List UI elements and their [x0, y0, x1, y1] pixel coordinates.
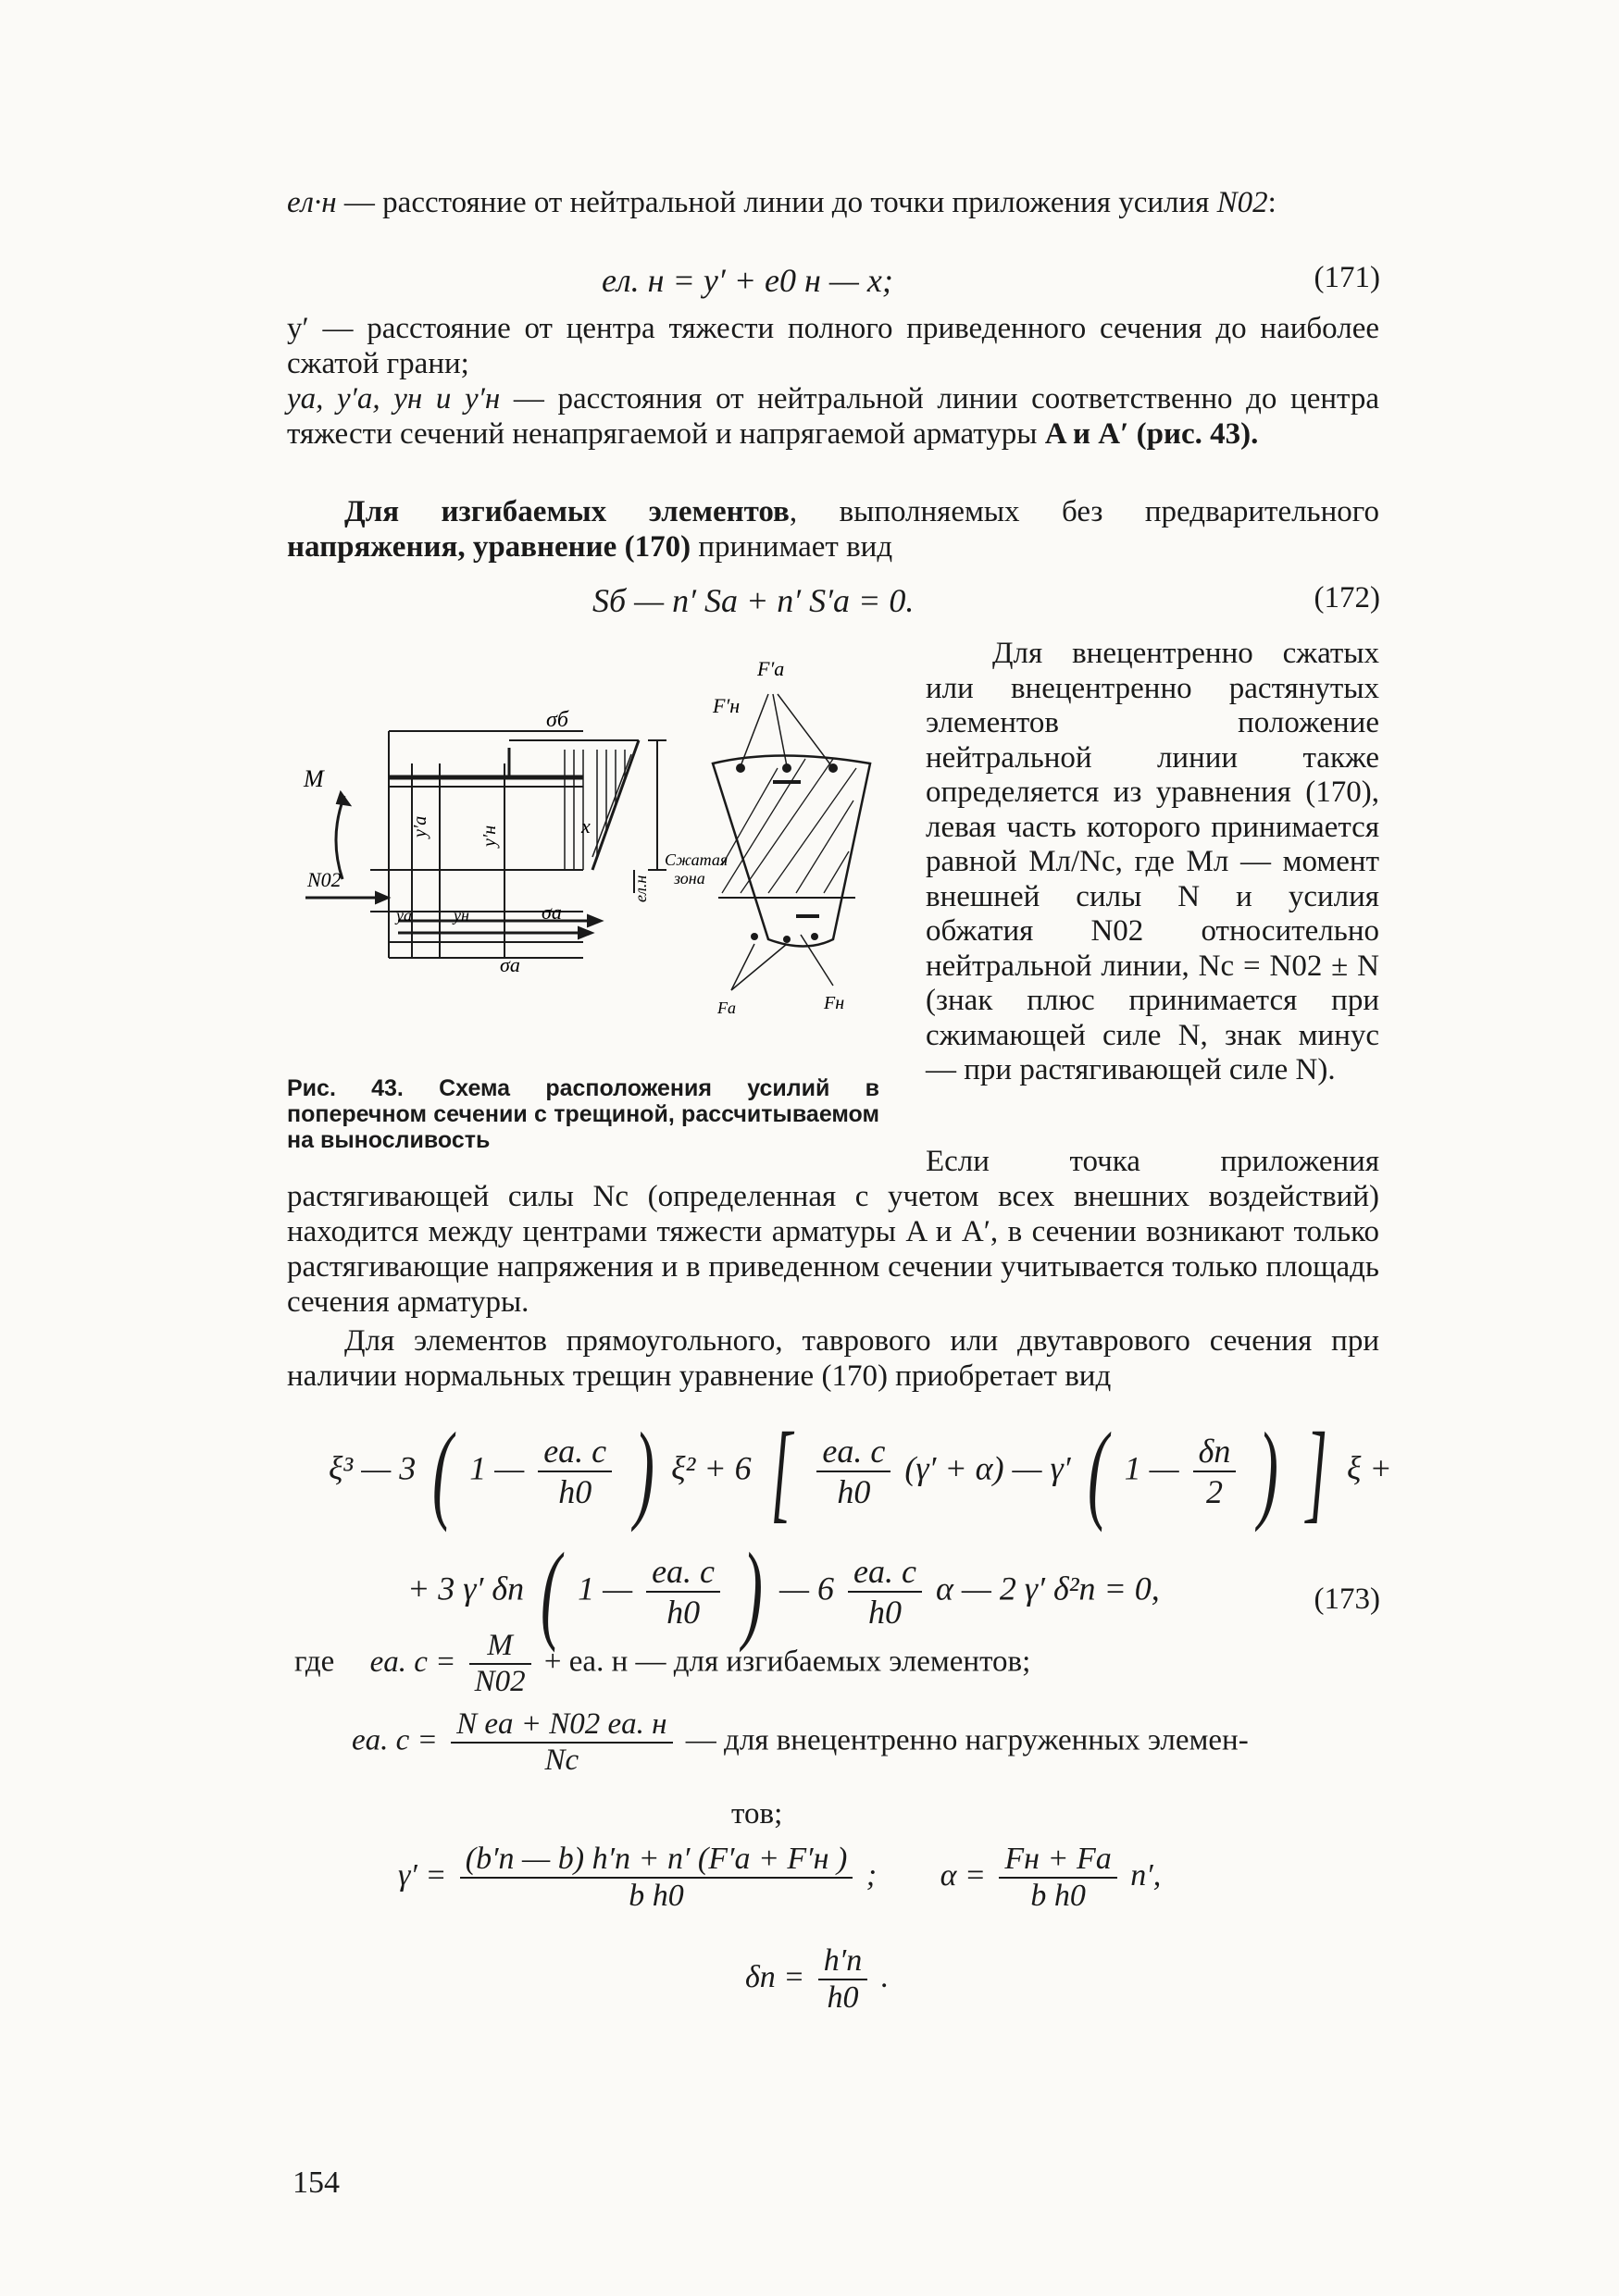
- el-n-colon: :: [1267, 186, 1277, 219]
- ya-bold: A и A′ (рис. 43).: [1044, 417, 1259, 451]
- eq171-lhs: eл. н: [602, 262, 665, 299]
- label-M: M: [304, 765, 324, 792]
- label-Fa-prime: F′a: [757, 657, 785, 680]
- eq173-l1-frac3-d: 2: [1205, 1473, 1223, 1510]
- label-Fa: Fа: [717, 999, 736, 1017]
- label-ya-prime: y′a: [410, 815, 430, 838]
- eq173-l1-frac2-n: eа. с: [816, 1432, 890, 1472]
- def-yprime: y′ — расстояние от центра тяжести полного приведенного сечения до наиболее сжатой грани;: [287, 312, 1379, 380]
- ya-text: — расстояния от нейтральной линии соответственно до центра тяжести сечений ненапрягаемой и напрягаемой арматуры: [287, 382, 1379, 451]
- cross-section: [713, 694, 870, 990]
- gamma-semi: ;: [866, 1857, 878, 1893]
- eq173-l2-frac1-d: h0: [666, 1594, 701, 1631]
- where-w2-lhs: eа. с =: [352, 1723, 438, 1757]
- eq173-l2-frac2-d: h0: [868, 1594, 903, 1631]
- gamma-def: [398, 1842, 1161, 1914]
- eq173-l1-g: ξ +: [1347, 1449, 1392, 1487]
- side-text: Для внецентренно сжатых или внецентренно растянутых элементов положение нейтральной линии также определяется из уравнения (170), левая часть которого принимается равной Mл/Nс, где Mл — момент внешней силы N и усилия обжатия N02 относительно нейтральной линии, Nс = N02 ± N (знак плюс принимается при сжимающей силе N, знак минус — при растягивающей силе N).: [926, 637, 1379, 1086]
- eq171: [602, 261, 893, 300]
- bend-bold-2: напряжения, уравнение (170): [287, 530, 691, 564]
- label-sigma-a: σa: [542, 900, 562, 924]
- eq173-l1-frac1-d: h0: [558, 1473, 592, 1510]
- alpha-n: Fн + Fа: [999, 1842, 1116, 1879]
- page-number: 154: [293, 2166, 340, 2200]
- where-line2: [352, 1707, 1249, 1778]
- tension-paragraph: Если точка приложения растягивающей силы Nс (определенная с учетом всех внешних воздействий) находится между центрами тяжести арматуры A и A′, в сечении возникают только растягивающие напряжения и в приведенном сечении учитывается только площадь сечения арматуры.: [287, 1145, 1379, 1319]
- eq173-l2-d: α — 2 γ′ δ²п = 0,: [936, 1570, 1160, 1607]
- bend-paragraph: [287, 494, 1379, 565]
- bend-mid: , выполняемых без предварительного: [789, 495, 1379, 528]
- figure-caption: Рис. 43. Схема расположения усилий в поперечном сечении с трещиной, рассчитываемом на выносливость: [287, 1075, 879, 1153]
- eq173-l2-c: — 6: [779, 1570, 835, 1607]
- delta-d: h0: [827, 1980, 859, 2015]
- eq171-number: (171): [1314, 261, 1380, 294]
- alpha-d: b h0: [1030, 1879, 1086, 1913]
- eq173-l2-b: 1 —: [578, 1570, 633, 1607]
- where-w1-d: N02: [474, 1665, 526, 1698]
- delta-dot: .: [880, 1959, 890, 1994]
- delta-lhs: δп =: [745, 1959, 805, 1994]
- eq173-l1-b: 1 —: [469, 1449, 525, 1487]
- where-gde: где: [294, 1644, 335, 1679]
- def-el-n: [287, 185, 1379, 220]
- label-ya: yа: [396, 906, 412, 925]
- label-sigma-a-bottom: σа: [500, 953, 520, 976]
- rebar-dots: [736, 763, 838, 943]
- delta-n: h′п: [818, 1943, 867, 1980]
- eq173-l1-a: ξ³ — 3: [329, 1449, 417, 1487]
- eq173-l1-frac2-d: h0: [837, 1473, 871, 1510]
- where-line1: [294, 1629, 1030, 1699]
- gamma-n: (b′п — b) h′п + n′ (F′а + F′н ): [460, 1842, 853, 1879]
- label-sigma-b: σб: [546, 708, 568, 732]
- alpha-rest: n′,: [1130, 1857, 1162, 1893]
- eq173-l1-d: (γ′ + α) — γ′: [904, 1449, 1071, 1487]
- where-w1-lhs: eа. с =: [369, 1644, 456, 1679]
- label-eln: eл.н: [631, 875, 650, 902]
- eq173-l1-e: 1 —: [1124, 1449, 1179, 1487]
- gamma-lhs: γ′ =: [398, 1857, 447, 1893]
- eq173-line2: + 3 γ′ δп ( 1 — $\frac{eа. с}{h0}$ ) — 6 $\frac{eа. с}{h0}$ α — 2 γ′ δ²п = 0,: [407, 1530, 1160, 1653]
- el-n-text: — расстояние от нейтральной линии до точки приложения усилия: [336, 186, 1217, 219]
- eq173-l1-frac3-n: δп: [1193, 1432, 1237, 1472]
- eq171-rhs: = y′ + e0 н — x;: [672, 262, 893, 299]
- alpha-lhs: α =: [940, 1857, 986, 1893]
- label-Fn-prime: F′н: [713, 694, 741, 717]
- label-N02: N02: [307, 868, 342, 891]
- label-x: x: [581, 814, 591, 838]
- eq173-l1-c: ξ² + 6: [671, 1449, 752, 1487]
- gamma-d: b h0: [629, 1879, 684, 1913]
- rect-paragraph: Для элементов прямоугольного, таврового или двутаврового сечения при наличии нормальных трещин уравнение (170) приобретает вид: [287, 1324, 1379, 1393]
- where-w1-n: M: [469, 1629, 531, 1665]
- el-n-force: N02: [1216, 186, 1268, 219]
- label-yn-prime: y′н: [479, 825, 500, 847]
- where-w2-d: Nс: [544, 1744, 579, 1777]
- label-Fn: Fн: [824, 993, 845, 1013]
- bend-bold-1: Для изгибаемых элементов: [344, 495, 790, 528]
- label-yn: yн: [454, 906, 469, 925]
- eq173-l2-a: + 3 γ′ δп: [407, 1570, 525, 1607]
- def-ya: [287, 381, 1379, 452]
- label-compressed-zone-2: зона: [674, 869, 705, 887]
- bend-end: принимает вид: [691, 530, 893, 564]
- where-w1-rest: + eа. н — для изгибаемых элементов;: [543, 1644, 1031, 1679]
- eq173-line1: ξ³ — 3 ( 1 — $\frac{eа. с}{h0}$ ) ξ² + 6 [ $\frac{eа. с}{h0}$ (γ′ + α) — γ′ ( 1 — $\frac{\delta п}{2}$ ) ] ξ +: [329, 1409, 1392, 1533]
- eq172-number: (172): [1314, 581, 1380, 614]
- delta-def: [745, 1943, 889, 2016]
- eq172: Sб — n′ Sа + n′ S′а = 0.: [592, 582, 915, 619]
- label-compressed-zone-1: Сжатая: [665, 850, 729, 869]
- where-w2-rest: — для внецентренно нагруженных элемен-: [685, 1723, 1249, 1757]
- where-w2-n: N eа + N02 eа. н: [451, 1707, 672, 1744]
- eq173-l2-frac2-n: eа. с: [848, 1552, 922, 1593]
- el-n-symbol: eл·н: [287, 186, 337, 219]
- eq173-number: (173): [1314, 1582, 1380, 1616]
- figure-43: [287, 639, 879, 1046]
- ya-list: yа, y′а, yн и y′н: [287, 382, 501, 416]
- eq173-l2-frac1-n: eа. с: [646, 1552, 720, 1593]
- where-w2-cont: тов;: [731, 1797, 783, 1831]
- eq173-l1-frac1-n: eа. с: [538, 1432, 612, 1472]
